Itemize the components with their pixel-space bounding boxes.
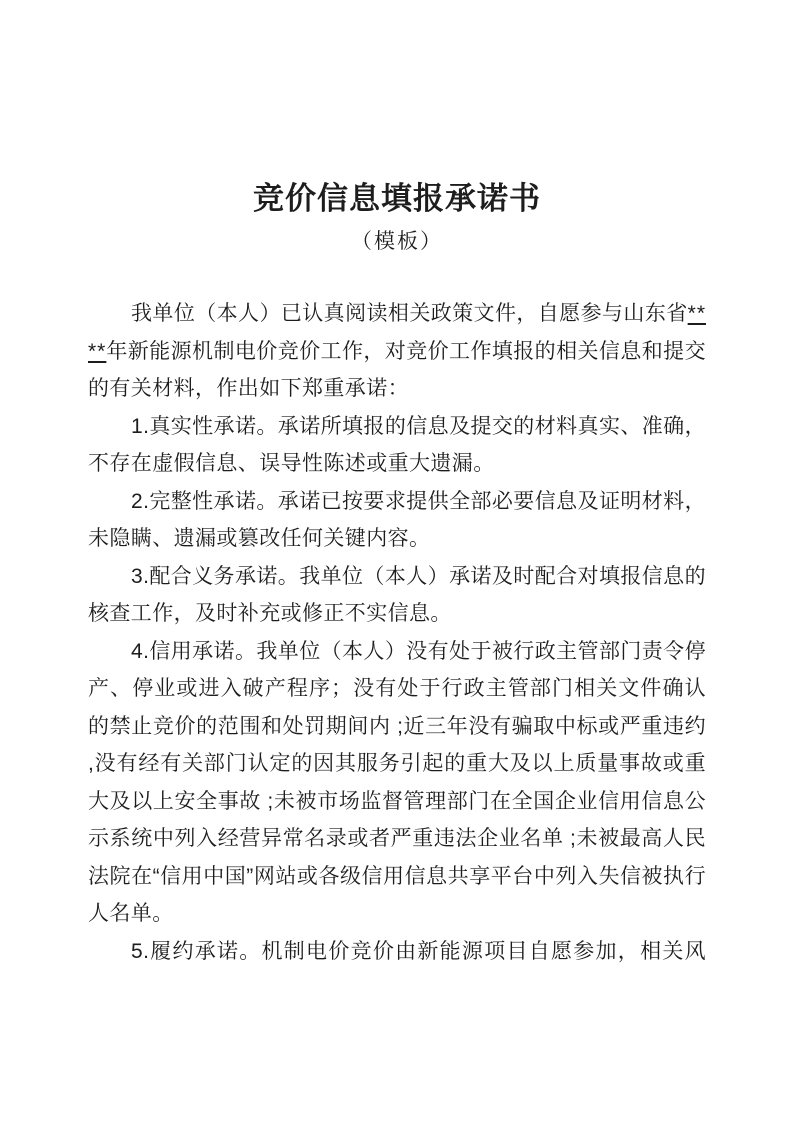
commitment-item-4: 4.信用承诺。我单位（本人）没有处于被行政主管部门责令停产、停业或进入破产程序；没有处于行政主管部门相关文件确认的禁止竞价的范围和处罚期间内 ;近三年没有骗取中标或严重违约 ,没有经有关部门认定的因其服务引起的重大及以上质量事故或重大及以上安全事故 ;未被市场监督管理部门在全国企业信用信息公示系统中列入经营异常名录或者严重违法企业名单 ;未被最高人民法院在“信用中国”网站或各级信用信息共享平台中列入失信被执行人名单。 <box>88 639 706 925</box>
intro-text-before-blank: 我单位（本人）已认真阅读相关政策文件，自愿参与山东省 <box>131 302 688 325</box>
document-subtitle: （模板） <box>351 230 443 253</box>
intro-paragraph <box>88 295 706 408</box>
commitment-item-2: 2.完整性承诺。承诺已按要求提供全部必要信息及证明材料，未隐瞒、遗漏或篡改任何关键内容。 <box>88 489 706 550</box>
intro-text-after-blank: 年新能源机制电价竞价工作，对竞价工作填报的相关信息和提交的有关材料，作出如下郑重承诺： <box>88 339 706 400</box>
commitment-item-1: 1.真实性承诺。承诺所填报的信息及提交的材料真实、准确，不存在虚假信息、误导性陈述或重大遗漏。 <box>88 414 706 475</box>
document-title: 竞价信息填报承诺书 <box>253 181 541 216</box>
document-body <box>88 295 706 970</box>
commitment-item-5-truncated: 5.履约承诺。机制电价竞价由新能源项目自愿参加，相关风 <box>131 939 706 963</box>
commitment-item-3: 3.配合义务承诺。我单位（本人）承诺及时配合对填报信息的核查工作，及时补充或修正不实信息。 <box>88 564 706 625</box>
year-blank-field: **** <box>88 302 706 363</box>
